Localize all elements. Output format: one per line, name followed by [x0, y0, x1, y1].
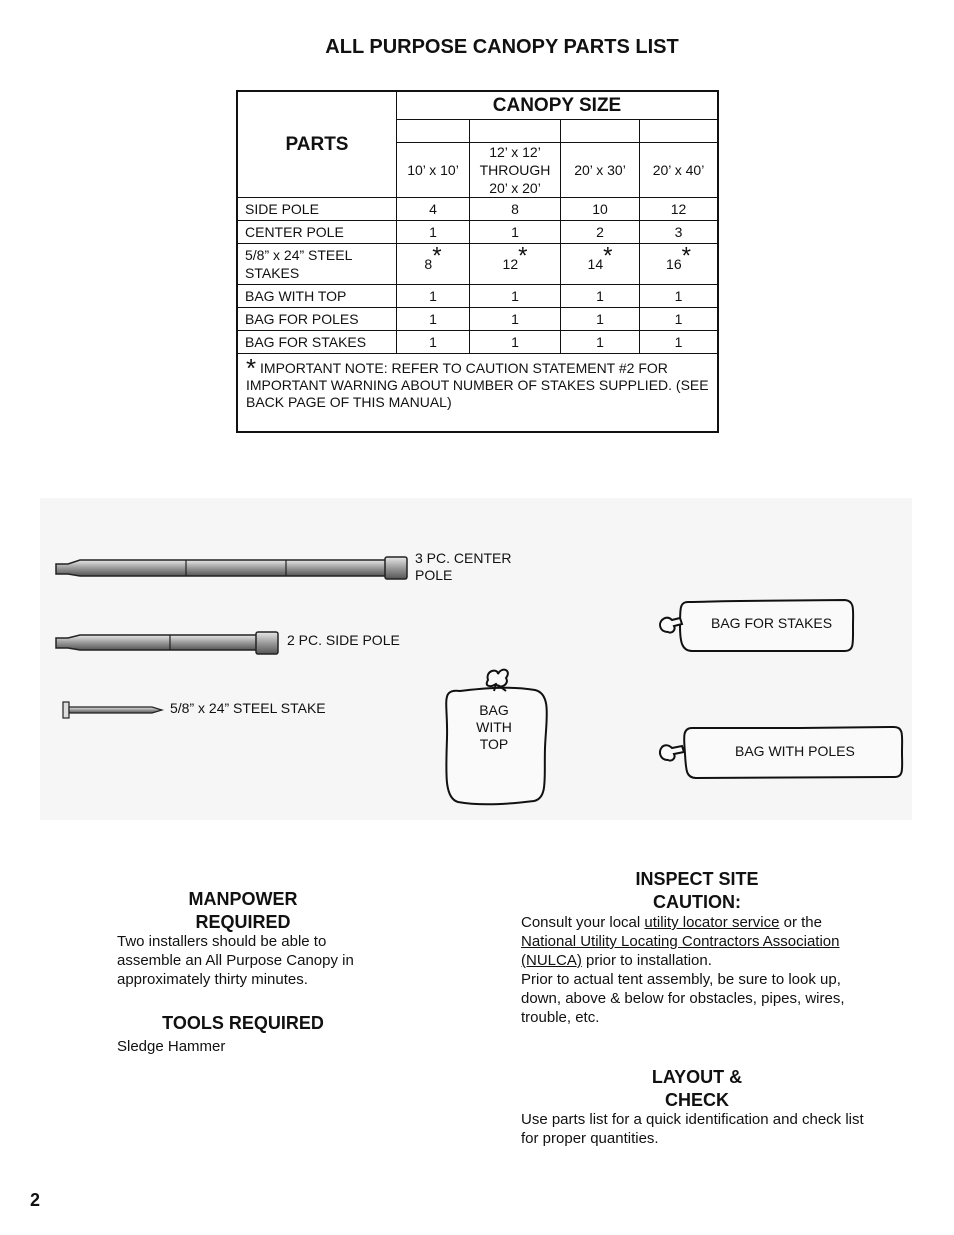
qty-value: 14: [587, 256, 604, 272]
parts-illustration: [40, 498, 912, 820]
tools-heading: TOOLS REQUIRED: [162, 1013, 324, 1033]
label-line: WITH: [476, 719, 512, 735]
qty-value: 8: [424, 256, 433, 272]
center-pole-label: [415, 550, 535, 584]
part-qty: 1: [561, 308, 640, 331]
blank-cell: [561, 120, 640, 143]
part-name: CENTER POLE: [237, 221, 397, 244]
part-qty: 1: [561, 285, 640, 308]
bag-with-top-label: [470, 702, 518, 753]
table-row: [237, 308, 718, 331]
part-qty: 1: [640, 285, 719, 308]
bag-with-poles-label: BAG WITH POLES: [735, 743, 855, 759]
qty-value: 12: [502, 256, 519, 272]
table-row: [237, 285, 718, 308]
part-qty: 1: [640, 331, 719, 354]
blank-cell: [640, 120, 719, 143]
part-qty: 1: [470, 308, 561, 331]
part-name: BAG FOR POLES: [237, 308, 397, 331]
tools-text: Sledge Hammer: [117, 1038, 226, 1055]
side-pole-icon: [56, 632, 278, 654]
part-qty: 1: [470, 285, 561, 308]
asterisk: *: [681, 242, 691, 270]
asterisk: *: [432, 242, 442, 270]
text-span: Consult your local: [521, 914, 645, 931]
parts-table: [236, 90, 719, 433]
table-row: [237, 198, 718, 221]
size-20x30: 20’ x 30’: [561, 143, 640, 198]
center-pole-icon: [56, 557, 407, 579]
page-number: 2: [30, 1190, 41, 1210]
part-qty: 12: [640, 198, 719, 221]
note-text: IMPORTANT NOTE: REFER TO CAUTION STATEMENT #2 FOR IMPORTANT WARNING ABOUT NUMBER OF STAKES SUPPLIED. (SEE BACK PAGE OF THIS MANUAL): [246, 360, 709, 410]
part-name: 5/8” x 24” STEEL STAKES: [237, 244, 397, 285]
bag-for-stakes-label: BAG FOR STAKES: [711, 615, 833, 631]
side-pole-label: 2 PC. SIDE POLE: [287, 632, 400, 648]
part-name: BAG FOR STAKES: [237, 331, 397, 354]
canopy-size-header: CANOPY SIZE: [397, 91, 719, 120]
part-name: SIDE POLE: [237, 198, 397, 221]
asterisk: *: [246, 353, 257, 383]
size-line: THROUGH: [479, 162, 551, 178]
part-qty: 1: [640, 308, 719, 331]
table-row: [237, 221, 718, 244]
qty-value: 16: [666, 256, 682, 272]
steel-stake-label: 5/8” x 24” STEEL STAKE: [170, 700, 326, 716]
heading-line: MANPOWER: [188, 889, 298, 909]
label-line: TOP: [479, 736, 509, 752]
size-line: 12’ x 12’: [489, 144, 541, 160]
heading-line: INSPECT SITE: [635, 869, 759, 889]
part-qty: 1: [397, 308, 470, 331]
layout-check-text: Use parts list for a quick identification and check list for proper quantities.: [521, 1111, 864, 1147]
caution-text: [521, 913, 866, 1027]
heading-line: CHECK: [664, 1090, 729, 1110]
part-qty: 1: [397, 331, 470, 354]
size-10x10: 10’ x 10’: [397, 143, 470, 198]
part-qty: [470, 244, 561, 285]
table-row: [237, 244, 718, 285]
manpower-text: Two installers should be able to assemble an All Purpose Canopy in approximately thirty minutes.: [117, 933, 354, 988]
blank-cell: [397, 120, 470, 143]
asterisk: *: [518, 242, 528, 270]
part-qty: 4: [397, 198, 470, 221]
manpower-heading: [143, 888, 343, 934]
part-qty: 1: [561, 331, 640, 354]
inspect-site-heading: [597, 868, 797, 914]
table-row: [237, 331, 718, 354]
part-qty: 1: [470, 331, 561, 354]
part-qty: [397, 244, 470, 285]
heading-line: LAYOUT &: [651, 1067, 743, 1087]
part-qty: 1: [397, 221, 470, 244]
text-span: or the: [779, 914, 822, 931]
part-name: BAG WITH TOP: [237, 285, 397, 308]
page-title: ALL PURPOSE CANOPY PARTS LIST: [325, 36, 679, 58]
caution-paragraph-2: Prior to actual tent assembly, be sure to look up, down, above & below for obstacles, pipes, wires, trouble, etc.: [521, 971, 845, 1026]
size-12x12-through-20x20: [470, 143, 561, 198]
part-qty: 1: [470, 221, 561, 244]
utility-locator-link[interactable]: utility locator service: [644, 914, 780, 931]
asterisk: *: [603, 242, 613, 270]
part-qty: 2: [561, 221, 640, 244]
parts-column-header: PARTS: [237, 91, 397, 198]
parts-drawing: [40, 498, 912, 820]
size-line: 20’ x 20’: [489, 180, 541, 196]
blank-cell: [470, 120, 561, 143]
text-span: prior to installation.: [581, 952, 712, 969]
important-note: [237, 354, 718, 433]
heading-line: CAUTION:: [653, 892, 741, 912]
part-qty: 3: [640, 221, 719, 244]
label-line: BAG: [479, 702, 509, 718]
part-qty: 8: [470, 198, 561, 221]
size-20x40: 20’ x 40’: [640, 143, 719, 198]
part-qty: 1: [397, 285, 470, 308]
heading-line: REQUIRED: [195, 912, 291, 932]
part-qty: [561, 244, 640, 285]
nulca-link[interactable]: National Utility Locating Contractors Association (NULCA): [521, 933, 840, 969]
label-text: 3 PC. CENTER POLE: [415, 550, 512, 583]
part-qty: [640, 244, 719, 285]
layout-check-heading: [597, 1066, 797, 1112]
part-qty: 10: [561, 198, 640, 221]
steel-stake-icon: [63, 702, 162, 718]
